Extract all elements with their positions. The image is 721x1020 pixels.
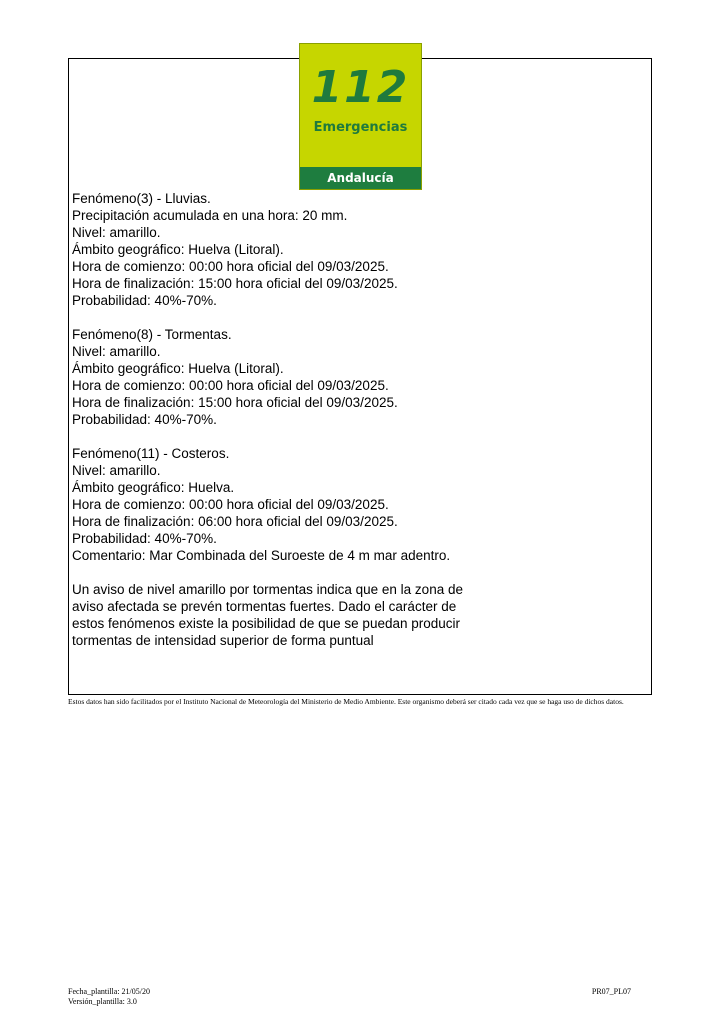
template-date: Fecha_plantilla: 21/05/20 bbox=[68, 987, 150, 996]
logo-word: Emergencias bbox=[313, 120, 408, 135]
warning-line: Nivel: amarillo. bbox=[72, 344, 161, 359]
disclaimer-text: Estos datos han sido facilitados por el Instituto Nacional de Meteorología del Ministerio de Medio Ambiente. Este organismo deberá ser citado cada vez que se haga uso de dichos datos. bbox=[68, 697, 624, 706]
warning-line: Hora de finalización: 15:00 hora oficial del 09/03/2025. bbox=[72, 395, 398, 410]
warning-line: Ámbito geográfico: Huelva (Litoral). bbox=[72, 242, 284, 257]
warning-line: Probabilidad: 40%-70%. bbox=[72, 412, 217, 427]
notice-line: estos fenómenos existe la posibilidad de que se puedan producir bbox=[72, 616, 461, 631]
emergencias-112-logo bbox=[299, 43, 422, 190]
warning-line: Nivel: amarillo. bbox=[72, 463, 161, 478]
warnings-content bbox=[72, 190, 632, 666]
notice-paragraph bbox=[72, 581, 632, 649]
warning-line: Comentario: Mar Combinada del Suroeste de 4 m mar adentro. bbox=[72, 548, 451, 563]
warning-line: Fenómeno(8) - Tormentas. bbox=[72, 327, 232, 342]
warning-line: Hora de finalización: 06:00 hora oficial del 09/03/2025. bbox=[72, 514, 398, 529]
warning-line: Probabilidad: 40%-70%. bbox=[72, 293, 217, 308]
notice-line: aviso afectada se prevén tormentas fuertes. Dado el carácter de bbox=[72, 599, 457, 614]
footer-code: PR07_PL07 bbox=[591, 987, 631, 996]
warning-lluvias bbox=[72, 190, 632, 309]
warning-line: Ámbito geográfico: Huelva. bbox=[72, 480, 235, 495]
template-version: Versión_plantilla: 3.0 bbox=[68, 997, 137, 1006]
notice-line: tormentas de intensidad superior de forma puntual bbox=[72, 633, 374, 648]
footer-template-info bbox=[68, 987, 150, 1007]
warning-costeros bbox=[72, 445, 632, 564]
warning-line: Hora de comienzo: 00:00 hora oficial del 09/03/2025. bbox=[72, 259, 389, 274]
warning-line: Fenómeno(3) - Lluvias. bbox=[72, 191, 211, 206]
warning-line: Probabilidad: 40%-70%. bbox=[72, 531, 217, 546]
warning-line: Nivel: amarillo. bbox=[72, 225, 161, 240]
notice-line: Un aviso de nivel amarillo por tormentas indica que en la zona de bbox=[72, 582, 463, 597]
warning-line: Hora de comienzo: 00:00 hora oficial del 09/03/2025. bbox=[72, 378, 389, 393]
warning-line: Fenómeno(11) - Costeros. bbox=[72, 446, 230, 461]
warning-line: Ámbito geográfico: Huelva (Litoral). bbox=[72, 361, 284, 376]
logo-number: 112 bbox=[311, 62, 410, 113]
warning-line: Precipitación acumulada en una hora: 20 mm. bbox=[72, 208, 348, 223]
logo-region-band: Andalucía bbox=[300, 167, 421, 189]
warning-line: Hora de finalización: 15:00 hora oficial del 09/03/2025. bbox=[72, 276, 398, 291]
warning-tormentas bbox=[72, 326, 632, 428]
warning-line: Hora de comienzo: 00:00 hora oficial del 09/03/2025. bbox=[72, 497, 389, 512]
